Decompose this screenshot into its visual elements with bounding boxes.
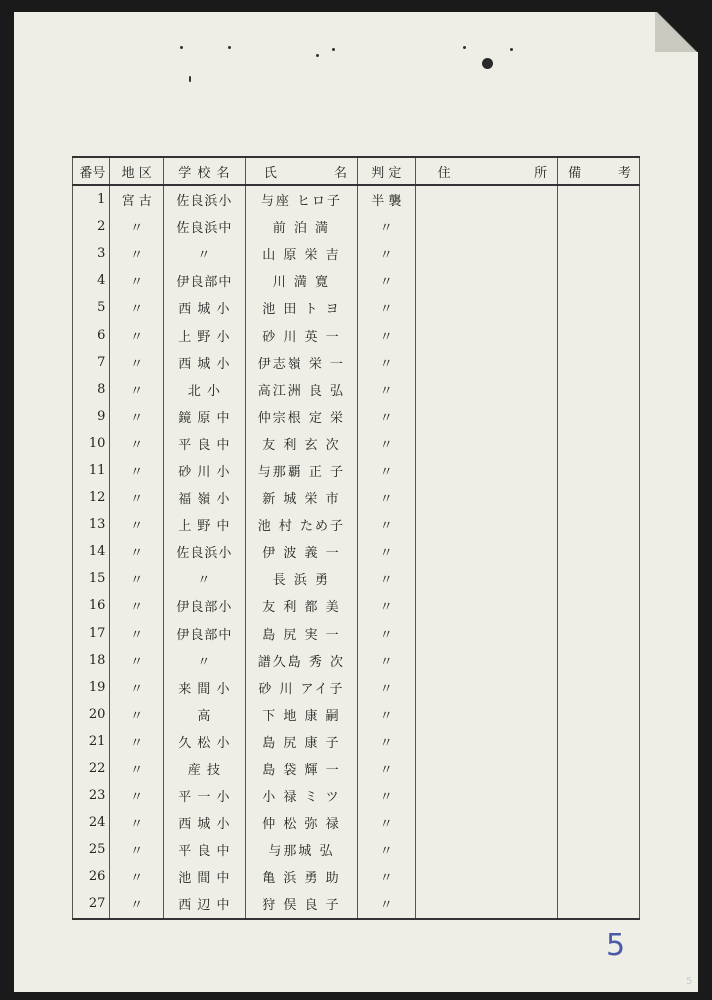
row-name: 島 袋 輝 一 bbox=[245, 755, 357, 782]
row-number: 12 bbox=[73, 484, 110, 511]
table-row bbox=[73, 457, 640, 484]
row-school: 福 嶺 小 bbox=[163, 484, 245, 511]
row-remarks bbox=[558, 809, 640, 836]
table-row bbox=[73, 403, 640, 430]
row-school: 〃 bbox=[163, 565, 245, 592]
row-area: 〃 bbox=[110, 620, 164, 647]
row-address bbox=[415, 457, 558, 484]
row-area: 〃 bbox=[110, 511, 164, 538]
row-area: 〃 bbox=[110, 728, 164, 755]
row-name: 池 田 ト ヨ bbox=[245, 294, 357, 321]
row-school: 西 城 小 bbox=[163, 294, 245, 321]
row-judgment: 〃 bbox=[357, 376, 415, 403]
row-number: 1 bbox=[73, 185, 110, 213]
row-address bbox=[415, 728, 558, 755]
row-school: 〃 bbox=[163, 647, 245, 674]
stray-mark bbox=[463, 46, 466, 49]
row-area: 〃 bbox=[110, 403, 164, 430]
row-name: 長 浜 勇 bbox=[245, 565, 357, 592]
row-judgment: 〃 bbox=[357, 538, 415, 565]
row-area: 〃 bbox=[110, 267, 164, 294]
row-remarks bbox=[558, 863, 640, 890]
row-name: 与那城 弘 bbox=[245, 836, 357, 863]
row-name: 小 禄 ミ ツ bbox=[245, 782, 357, 809]
row-name: 亀 浜 勇 助 bbox=[245, 863, 357, 890]
row-judgment: 〃 bbox=[357, 511, 415, 538]
row-school: 上 野 中 bbox=[163, 511, 245, 538]
page-corner-fold bbox=[655, 12, 699, 52]
row-name: 池 村 ため子 bbox=[245, 511, 357, 538]
header-judgment: 判 定 bbox=[357, 157, 415, 185]
row-remarks bbox=[558, 213, 640, 240]
stray-mark bbox=[332, 48, 335, 51]
row-name: 川 満 寛 bbox=[245, 267, 357, 294]
row-number: 20 bbox=[73, 701, 110, 728]
row-remarks bbox=[558, 185, 640, 213]
row-name: 下 地 康 嗣 bbox=[245, 701, 357, 728]
row-remarks bbox=[558, 376, 640, 403]
row-judgment: 〃 bbox=[357, 809, 415, 836]
row-number: 17 bbox=[73, 620, 110, 647]
table-body bbox=[73, 185, 640, 919]
row-school: 北 小 bbox=[163, 376, 245, 403]
row-number: 10 bbox=[73, 430, 110, 457]
table-row bbox=[73, 592, 640, 619]
table-row bbox=[73, 240, 640, 267]
row-number: 13 bbox=[73, 511, 110, 538]
row-number: 9 bbox=[73, 403, 110, 430]
row-area: 〃 bbox=[110, 809, 164, 836]
header-address bbox=[415, 157, 558, 185]
row-number: 5 bbox=[73, 294, 110, 321]
row-judgment: 〃 bbox=[357, 647, 415, 674]
row-name: 伊 波 義 一 bbox=[245, 538, 357, 565]
row-area: 〃 bbox=[110, 213, 164, 240]
row-school: 佐良浜小 bbox=[163, 185, 245, 213]
row-address bbox=[415, 430, 558, 457]
row-number: 8 bbox=[73, 376, 110, 403]
row-name: 伊志嶺 栄 一 bbox=[245, 349, 357, 376]
row-address bbox=[415, 755, 558, 782]
row-remarks bbox=[558, 511, 640, 538]
row-area: 〃 bbox=[110, 647, 164, 674]
table-row bbox=[73, 349, 640, 376]
row-school: 伊良部中 bbox=[163, 620, 245, 647]
header-remarks bbox=[558, 157, 640, 185]
row-area: 〃 bbox=[110, 565, 164, 592]
row-school: 平 一 小 bbox=[163, 782, 245, 809]
row-area: 〃 bbox=[110, 376, 164, 403]
row-school: 池 間 中 bbox=[163, 863, 245, 890]
row-number: 18 bbox=[73, 647, 110, 674]
row-area: 〃 bbox=[110, 430, 164, 457]
table-row bbox=[73, 620, 640, 647]
row-judgment: 〃 bbox=[357, 403, 415, 430]
row-address bbox=[415, 267, 558, 294]
row-remarks bbox=[558, 267, 640, 294]
row-area: 〃 bbox=[110, 321, 164, 348]
row-remarks bbox=[558, 755, 640, 782]
row-number: 2 bbox=[73, 213, 110, 240]
row-name: 砂 川 英 一 bbox=[245, 321, 357, 348]
table-row bbox=[73, 863, 640, 890]
row-area: 〃 bbox=[110, 592, 164, 619]
row-name: 砂 川 アイ子 bbox=[245, 674, 357, 701]
row-judgment: 〃 bbox=[357, 349, 415, 376]
row-school: 〃 bbox=[163, 240, 245, 267]
row-area: 〃 bbox=[110, 538, 164, 565]
table-header-row bbox=[73, 157, 640, 185]
row-area: 〃 bbox=[110, 457, 164, 484]
row-remarks bbox=[558, 890, 640, 918]
row-school: 佐良浜小 bbox=[163, 538, 245, 565]
row-school: 来 間 小 bbox=[163, 674, 245, 701]
header-area: 地 区 bbox=[110, 157, 164, 185]
row-school: 西 城 小 bbox=[163, 809, 245, 836]
table-row bbox=[73, 321, 640, 348]
row-judgment: 〃 bbox=[357, 755, 415, 782]
row-school: 久 松 小 bbox=[163, 728, 245, 755]
row-remarks bbox=[558, 782, 640, 809]
row-area: 〃 bbox=[110, 782, 164, 809]
row-number: 4 bbox=[73, 267, 110, 294]
row-number: 19 bbox=[73, 674, 110, 701]
row-name: 譜久島 秀 次 bbox=[245, 647, 357, 674]
row-number: 11 bbox=[73, 457, 110, 484]
row-name: 島 尻 康 子 bbox=[245, 728, 357, 755]
row-address bbox=[415, 863, 558, 890]
table-row bbox=[73, 701, 640, 728]
row-number: 21 bbox=[73, 728, 110, 755]
row-address bbox=[415, 701, 558, 728]
row-number: 7 bbox=[73, 349, 110, 376]
row-name: 仲 松 弥 禄 bbox=[245, 809, 357, 836]
stray-mark bbox=[228, 46, 231, 49]
row-judgment: 〃 bbox=[357, 294, 415, 321]
row-address bbox=[415, 484, 558, 511]
table-row bbox=[73, 674, 640, 701]
row-judgment: 〃 bbox=[357, 484, 415, 511]
table-row bbox=[73, 430, 640, 457]
table-row bbox=[73, 185, 640, 213]
header-address-left: 住 bbox=[437, 165, 451, 181]
header-name bbox=[245, 157, 357, 185]
stray-mark bbox=[180, 46, 183, 49]
row-name: 新 城 栄 市 bbox=[245, 484, 357, 511]
header-name-left: 氏 bbox=[263, 165, 279, 181]
table-row bbox=[73, 213, 640, 240]
row-number: 16 bbox=[73, 592, 110, 619]
stray-mark bbox=[316, 54, 319, 57]
row-remarks bbox=[558, 349, 640, 376]
row-remarks bbox=[558, 728, 640, 755]
row-number: 26 bbox=[73, 863, 110, 890]
row-school: 西 辺 中 bbox=[163, 890, 245, 918]
row-name: 前 泊 満 bbox=[245, 213, 357, 240]
row-school: 砂 川 小 bbox=[163, 457, 245, 484]
row-judgment: 〃 bbox=[357, 592, 415, 619]
records-table bbox=[72, 156, 640, 920]
row-name: 山 原 栄 吉 bbox=[245, 240, 357, 267]
row-number: 23 bbox=[73, 782, 110, 809]
row-judgment: 〃 bbox=[357, 701, 415, 728]
row-name: 与那覇 正 子 bbox=[245, 457, 357, 484]
row-remarks bbox=[558, 674, 640, 701]
row-school: 平 良 中 bbox=[163, 836, 245, 863]
row-remarks bbox=[558, 240, 640, 267]
corner-page-number: 5 bbox=[686, 976, 693, 987]
row-address bbox=[415, 592, 558, 619]
row-judgment: 〃 bbox=[357, 890, 415, 918]
row-number: 3 bbox=[73, 240, 110, 267]
row-address bbox=[415, 782, 558, 809]
row-area: 〃 bbox=[110, 294, 164, 321]
table-row bbox=[73, 755, 640, 782]
row-remarks bbox=[558, 294, 640, 321]
stray-mark bbox=[510, 48, 513, 51]
header-name-right: 名 bbox=[333, 165, 349, 181]
row-address bbox=[415, 836, 558, 863]
row-address bbox=[415, 511, 558, 538]
row-address bbox=[415, 213, 558, 240]
row-judgment: 〃 bbox=[357, 863, 415, 890]
row-address bbox=[415, 349, 558, 376]
row-judgment: 〃 bbox=[357, 836, 415, 863]
row-number: 14 bbox=[73, 538, 110, 565]
row-name: 狩 俣 良 子 bbox=[245, 890, 357, 918]
row-judgment: 〃 bbox=[357, 620, 415, 647]
row-school: 鏡 原 中 bbox=[163, 403, 245, 430]
table-row bbox=[73, 294, 640, 321]
row-remarks bbox=[558, 701, 640, 728]
row-area: 〃 bbox=[110, 755, 164, 782]
row-area: 〃 bbox=[110, 836, 164, 863]
table-row bbox=[73, 511, 640, 538]
row-judgment: 〃 bbox=[357, 782, 415, 809]
row-area: 〃 bbox=[110, 701, 164, 728]
row-remarks bbox=[558, 836, 640, 863]
row-school: 佐良浜中 bbox=[163, 213, 245, 240]
row-name: 島 尻 実 一 bbox=[245, 620, 357, 647]
row-remarks bbox=[558, 430, 640, 457]
row-school: 産 技 bbox=[163, 755, 245, 782]
row-remarks bbox=[558, 647, 640, 674]
row-address bbox=[415, 674, 558, 701]
row-area: 〃 bbox=[110, 484, 164, 511]
row-judgment: 〃 bbox=[357, 430, 415, 457]
row-area: 宮 古 bbox=[110, 185, 164, 213]
row-remarks bbox=[558, 403, 640, 430]
row-name: 高江洲 良 弘 bbox=[245, 376, 357, 403]
row-judgment: 〃 bbox=[357, 728, 415, 755]
table-row bbox=[73, 836, 640, 863]
row-number: 24 bbox=[73, 809, 110, 836]
table-row bbox=[73, 890, 640, 918]
row-address bbox=[415, 185, 558, 213]
row-area: 〃 bbox=[110, 349, 164, 376]
table-row bbox=[73, 376, 640, 403]
row-address bbox=[415, 565, 558, 592]
stray-mark bbox=[189, 76, 191, 82]
row-remarks bbox=[558, 620, 640, 647]
row-area: 〃 bbox=[110, 890, 164, 918]
row-number: 15 bbox=[73, 565, 110, 592]
row-judgment: 〃 bbox=[357, 457, 415, 484]
row-school: 上 野 小 bbox=[163, 321, 245, 348]
header-number: 番号 bbox=[73, 157, 110, 185]
row-address bbox=[415, 809, 558, 836]
row-number: 22 bbox=[73, 755, 110, 782]
row-judgment: 〃 bbox=[357, 267, 415, 294]
table-row bbox=[73, 647, 640, 674]
row-remarks bbox=[558, 565, 640, 592]
row-school: 平 良 中 bbox=[163, 430, 245, 457]
row-address bbox=[415, 240, 558, 267]
row-school: 伊良部小 bbox=[163, 592, 245, 619]
row-name: 友 利 都 美 bbox=[245, 592, 357, 619]
row-remarks bbox=[558, 484, 640, 511]
row-remarks bbox=[558, 538, 640, 565]
row-name: 友 利 玄 次 bbox=[245, 430, 357, 457]
row-area: 〃 bbox=[110, 240, 164, 267]
row-address bbox=[415, 647, 558, 674]
table-row bbox=[73, 267, 640, 294]
row-judgment: 〃 bbox=[357, 321, 415, 348]
table-row bbox=[73, 782, 640, 809]
row-judgment: 〃 bbox=[357, 240, 415, 267]
row-area: 〃 bbox=[110, 674, 164, 701]
header-remarks-right: 考 bbox=[617, 165, 631, 181]
row-judgment: 〃 bbox=[357, 213, 415, 240]
row-judgment: 〃 bbox=[357, 565, 415, 592]
row-number: 6 bbox=[73, 321, 110, 348]
table-row bbox=[73, 728, 640, 755]
row-number: 27 bbox=[73, 890, 110, 918]
row-address bbox=[415, 321, 558, 348]
row-school: 高 bbox=[163, 701, 245, 728]
row-judgment: 〃 bbox=[357, 674, 415, 701]
header-address-right: 所 bbox=[534, 165, 548, 181]
row-address bbox=[415, 403, 558, 430]
row-name: 与座 ヒロ子 bbox=[245, 185, 357, 213]
table-row bbox=[73, 484, 640, 511]
header-remarks-left: 備 bbox=[568, 165, 582, 181]
row-address bbox=[415, 890, 558, 918]
page-number-stamp: 5 bbox=[606, 928, 626, 963]
row-remarks bbox=[558, 321, 640, 348]
row-school: 西 城 小 bbox=[163, 349, 245, 376]
row-number: 25 bbox=[73, 836, 110, 863]
row-address bbox=[415, 538, 558, 565]
row-area: 〃 bbox=[110, 863, 164, 890]
row-address bbox=[415, 376, 558, 403]
table-row bbox=[73, 809, 640, 836]
row-name: 仲宗根 定 栄 bbox=[245, 403, 357, 430]
header-school: 学 校 名 bbox=[163, 157, 245, 185]
table-row bbox=[73, 565, 640, 592]
row-judgment: 半 襲 bbox=[357, 185, 415, 213]
row-address bbox=[415, 294, 558, 321]
table-row bbox=[73, 538, 640, 565]
row-school: 伊良部中 bbox=[163, 267, 245, 294]
row-remarks bbox=[558, 592, 640, 619]
row-address bbox=[415, 620, 558, 647]
row-remarks bbox=[558, 457, 640, 484]
punch-hole bbox=[482, 58, 493, 69]
